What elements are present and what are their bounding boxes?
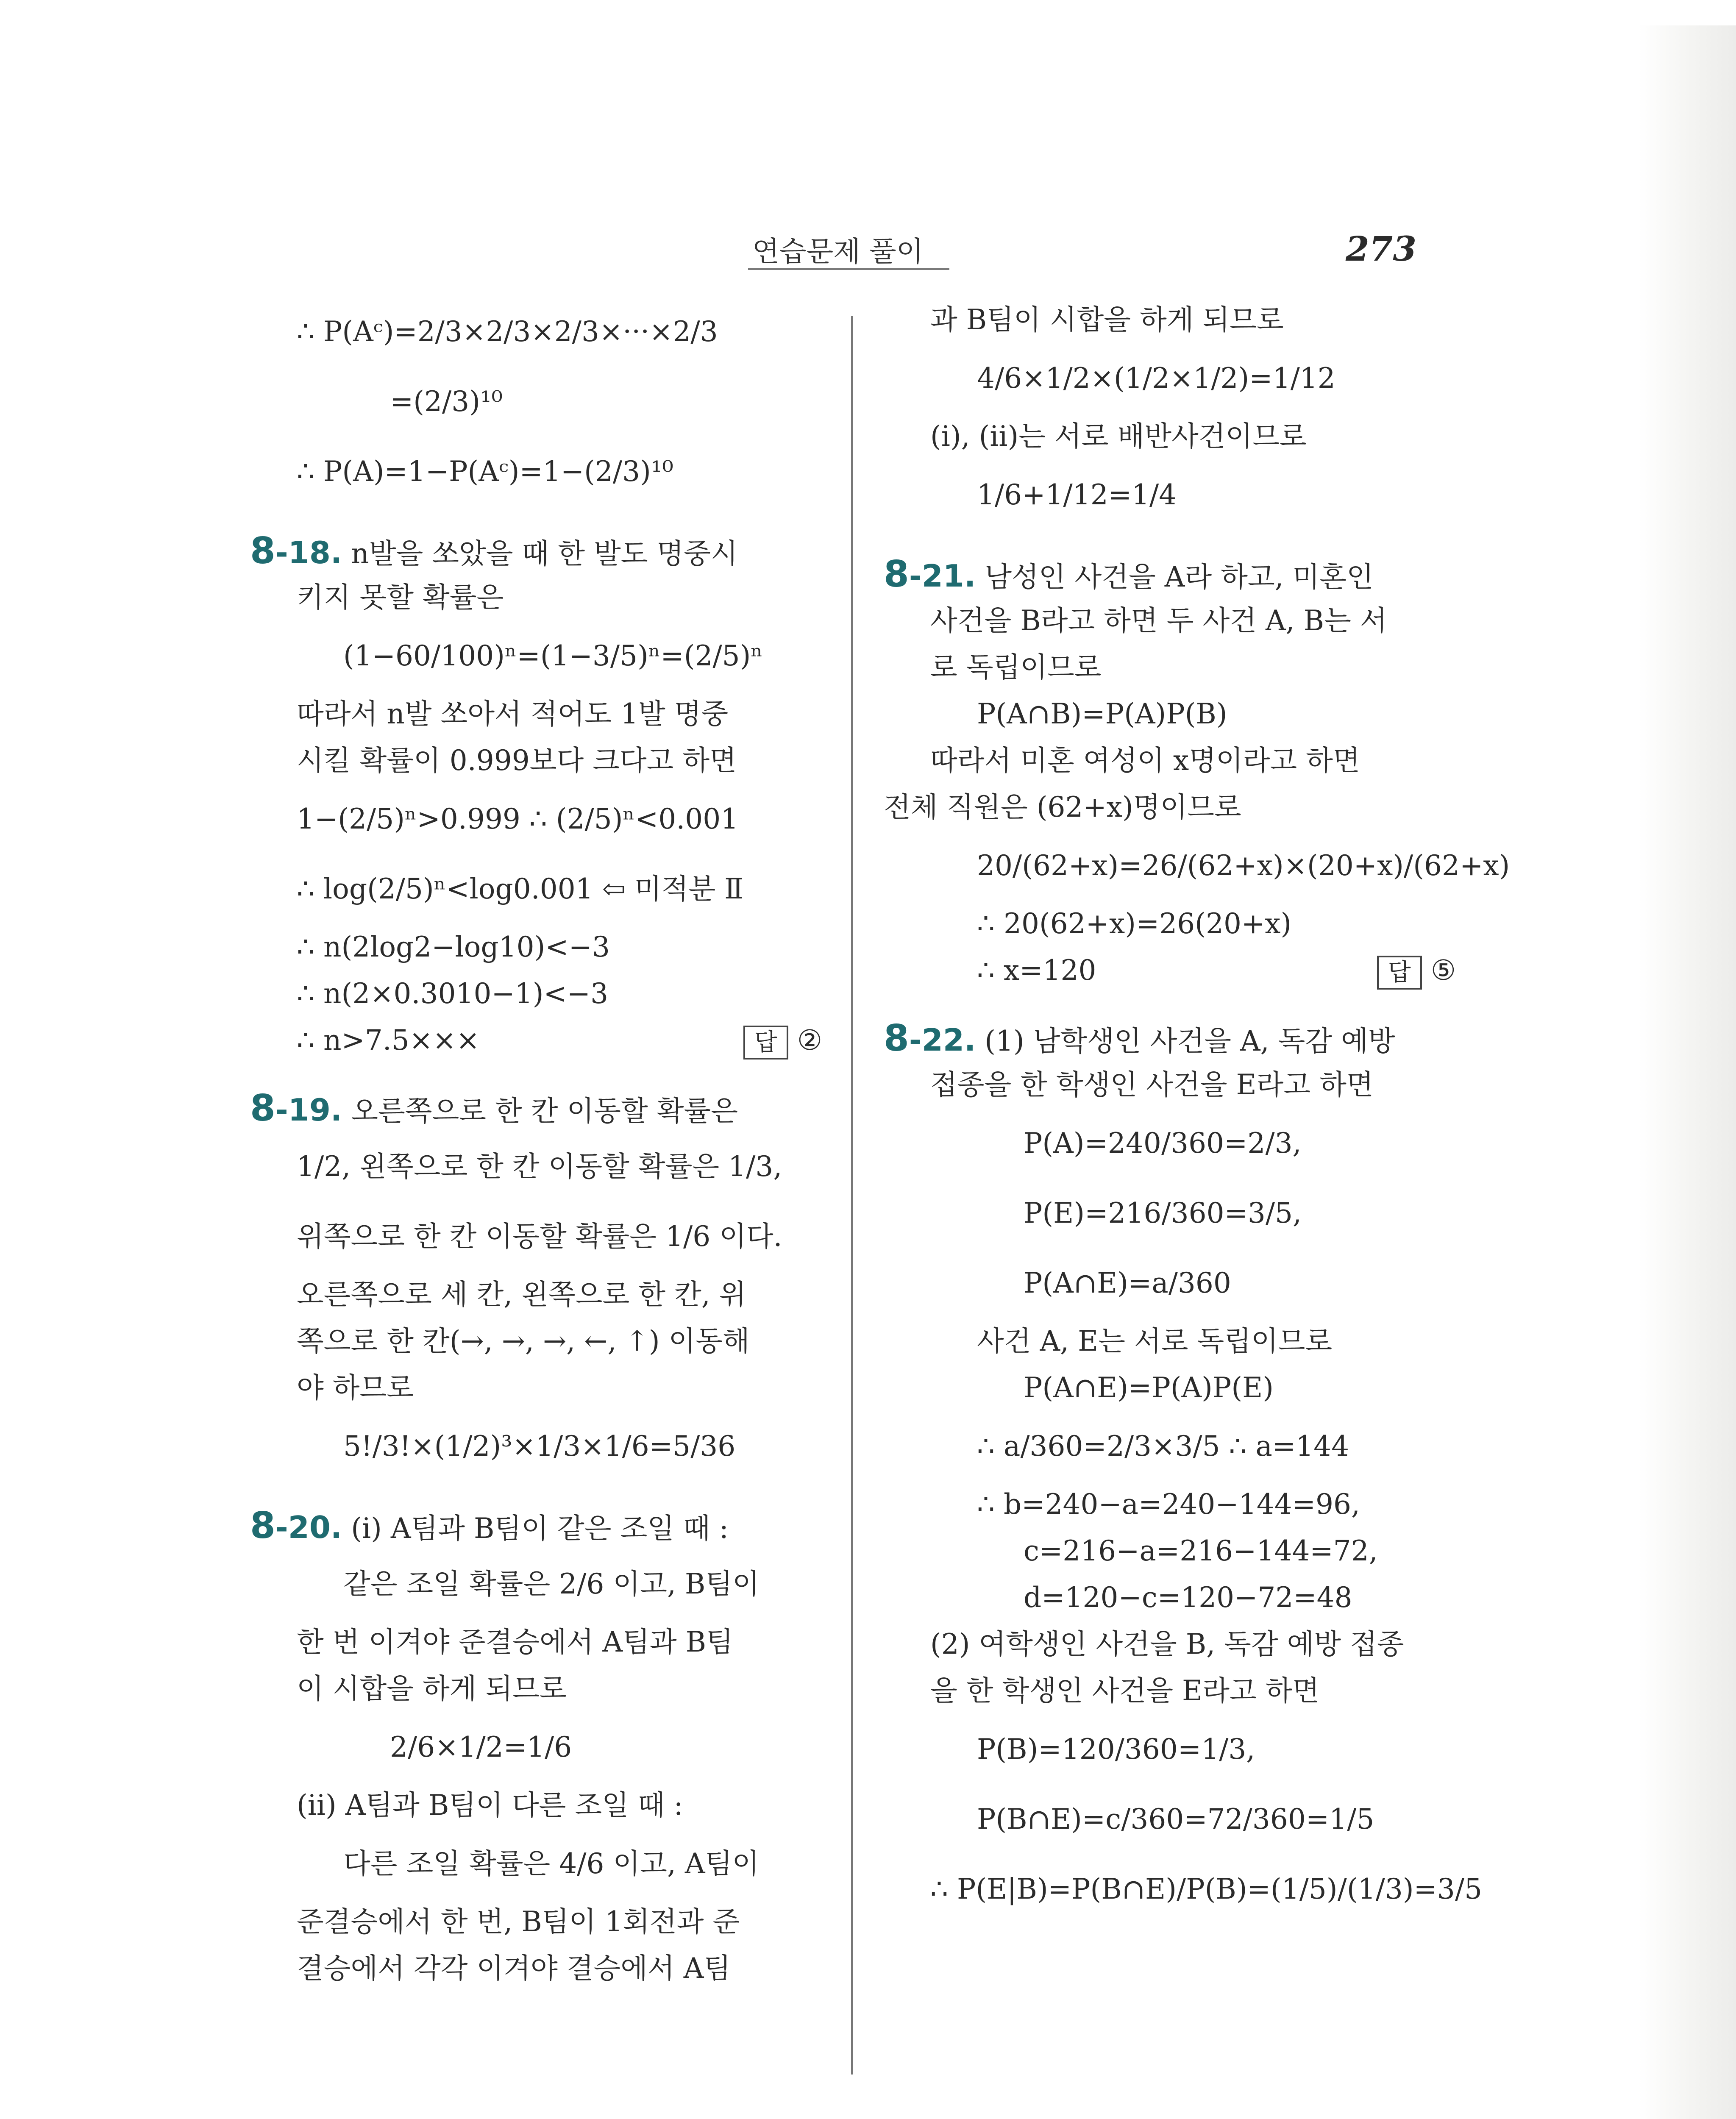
answer-mark <box>743 1017 822 1064</box>
solution-line <box>250 1549 843 1619</box>
line-text: (1) 남학생인 사건을 A, 독감 예방 <box>976 1025 1395 1057</box>
solution-line <box>884 691 1477 737</box>
solution-line <box>884 1411 1477 1481</box>
right-column <box>884 297 1510 1924</box>
problem-number-suffix: -22. <box>909 1022 976 1058</box>
solution-line <box>250 924 843 971</box>
line-text: 로 독립이므로 <box>930 651 1102 684</box>
solution-line <box>884 947 1477 994</box>
problem-number: 8 <box>884 553 909 595</box>
problem-heading <box>250 1502 843 1549</box>
line-text: d=120−c=120−72=48 <box>1024 1581 1352 1614</box>
solution-line <box>884 1318 1477 1365</box>
solution-line <box>250 737 843 784</box>
problem-number-suffix: -21. <box>909 558 976 594</box>
line-text: (i), (ii)는 서로 배반사건이므로 <box>930 420 1307 453</box>
page-header-title: 연습문제 풀이 <box>752 235 924 268</box>
solution-line <box>884 1108 1477 1178</box>
header-underline <box>748 268 949 270</box>
line-text: ∴ b=240−a=240−144=96, <box>977 1488 1360 1521</box>
line-text: ∴ n>7.5××× <box>297 1024 480 1057</box>
solution-line <box>250 1782 843 1829</box>
solution-line <box>250 971 843 1017</box>
line-text: 1/2, 왼쪽으로 한 칸 이동할 확률은 1/3, <box>297 1150 782 1183</box>
line-text: 다른 조일 확률은 4/6 이고, A팀이 <box>343 1847 760 1880</box>
solution-line <box>884 1528 1477 1574</box>
line-text: ∴ x=120 <box>977 954 1096 987</box>
answer-label-box: 답 <box>1377 956 1422 990</box>
line-text: 남성인 사건을 A라 하고, 미혼인 <box>976 561 1374 593</box>
solution-line <box>884 413 1477 460</box>
solution-line <box>250 784 843 854</box>
line-text: 과 B팀이 시합을 하게 되므로 <box>930 303 1284 336</box>
problem-heading <box>250 528 843 574</box>
line-text: 1−(2/5)ⁿ>0.999 ∴ (2/5)ⁿ<0.001 <box>297 803 739 835</box>
solution-line <box>884 1714 1477 1784</box>
solution-line <box>250 691 843 737</box>
solution-line <box>884 737 1477 784</box>
line-text: ∴ log(2/5)ⁿ<log0.001 ⇦ 미적분 Ⅱ <box>297 873 744 905</box>
solution-line <box>250 1017 843 1064</box>
line-text: ∴ P(Aᶜ)=2/3×2/3×2/3×···×2/3 <box>297 315 718 348</box>
line-text: 사건을 B라고 하면 두 사건 A, B는 서 <box>930 604 1387 637</box>
line-text: 을 한 학생인 사건을 E라고 하면 <box>930 1674 1320 1707</box>
solution-line <box>884 1784 1477 1854</box>
line-text: 야 하므로 <box>297 1371 414 1404</box>
line-text: 따라서 미혼 여성이 x명이라고 하면 <box>930 744 1360 777</box>
line-text: 1/6+1/12=1/4 <box>977 478 1177 511</box>
solution-line <box>884 1481 1477 1528</box>
solution-line <box>884 784 1477 831</box>
solution-line <box>250 367 843 437</box>
solution-line <box>884 343 1477 413</box>
line-text: 준결승에서 한 번, B팀이 1회전과 준 <box>297 1905 740 1938</box>
solution-line <box>250 1318 843 1365</box>
line-text: 따라서 n발 쏘아서 적어도 1발 명중 <box>297 698 729 730</box>
line-text: =(2/3)¹⁰ <box>390 385 503 418</box>
problem-heading <box>250 1085 843 1132</box>
line-text: P(E)=216/360=3/5, <box>1024 1197 1302 1229</box>
line-text: P(B)=120/360=1/3, <box>977 1733 1255 1766</box>
solution-line <box>884 644 1477 691</box>
page-number: 273 <box>1346 229 1416 269</box>
line-text: 20/(62+x)=26/(62+x)×(20+x)/(62+x) <box>977 849 1510 882</box>
page-edge-shadow <box>1639 25 1736 2119</box>
line-text: 같은 조일 확률은 2/6 이고, B팀이 <box>343 1568 760 1600</box>
solution-line <box>884 1062 1477 1108</box>
line-text: 결승에서 각각 이겨야 결승에서 A팀 <box>297 1952 731 1985</box>
solution-line <box>884 1668 1477 1714</box>
line-text: 전체 직원은 (62+x)명이므로 <box>884 791 1241 823</box>
line-text: ∴ n(2×0.3010−1)<−3 <box>297 977 609 1010</box>
line-text: 5!/3!×(1/2)³×1/3×1/6=5/36 <box>343 1430 736 1463</box>
problem-heading <box>884 1015 1477 1062</box>
solution-line <box>250 297 843 367</box>
line-text: (2) 여학생인 사건을 B, 독감 예방 접종 <box>930 1628 1404 1660</box>
problem-number: 8 <box>250 530 275 572</box>
solution-line <box>250 854 843 924</box>
solution-line <box>250 437 843 506</box>
line-text: 2/6×1/2=1/6 <box>390 1731 572 1763</box>
left-column <box>250 297 843 1992</box>
solution-line <box>250 1132 843 1201</box>
line-text: 키지 못할 확률은 <box>297 581 504 614</box>
answer-label-box: 답 <box>743 1026 788 1060</box>
line-text: 시킬 확률이 0.999보다 크다고 하면 <box>297 744 737 777</box>
line-text: 4/6×1/2×(1/2×1/2)=1/12 <box>977 362 1335 395</box>
line-text: 이 시합을 하게 되므로 <box>297 1672 567 1705</box>
answer-mark <box>1377 947 1456 994</box>
line-text: 접종을 한 학생인 사건을 E라고 하면 <box>930 1068 1374 1101</box>
problem-number: 8 <box>250 1087 275 1129</box>
line-text: P(A∩B)=P(A)P(B) <box>977 698 1227 730</box>
line-text: P(A)=240/360=2/3, <box>1024 1127 1302 1160</box>
solution-line <box>250 1411 843 1481</box>
column-divider <box>851 316 853 2075</box>
solution-line <box>884 1178 1477 1248</box>
solution-line <box>884 831 1510 901</box>
solution-line <box>250 1666 843 1712</box>
solution-line <box>250 1619 843 1666</box>
solution-line <box>884 297 1477 343</box>
solution-line <box>250 1712 843 1782</box>
solution-line <box>250 1829 843 1899</box>
solution-line <box>250 1945 843 1992</box>
line-text: ∴ P(A)=1−P(Aᶜ)=1−(2/3)¹⁰ <box>297 455 673 488</box>
line-text: ∴ P(E|B)=P(B∩E)/P(B)=(1/5)/(1/3)=3/5 <box>930 1873 1483 1905</box>
line-text: P(A∩E)=P(A)P(E) <box>1024 1371 1274 1404</box>
line-text: 사건 A, E는 서로 독립이므로 <box>977 1325 1333 1357</box>
line-text: 오른쪽으로 한 칸 이동할 확률은 <box>342 1095 738 1127</box>
problem-heading <box>884 551 1477 598</box>
problem-number-suffix: -18. <box>275 535 342 570</box>
solution-line <box>250 574 843 621</box>
line-text: n발을 쏘았을 때 한 발도 명중시 <box>342 537 738 570</box>
solution-line <box>250 1201 843 1271</box>
line-text: (1−60/100)ⁿ=(1−3/5)ⁿ=(2/5)ⁿ <box>343 640 763 672</box>
answer-value: ② <box>788 1024 822 1057</box>
solution-line <box>884 1574 1477 1621</box>
solution-line <box>250 1365 843 1411</box>
line-text: c=216−a=216−144=72, <box>1024 1535 1378 1567</box>
line-text: ∴ n(2log2−log10)<−3 <box>297 931 610 963</box>
problem-number-suffix: -20. <box>275 1510 342 1545</box>
line-text: (ii) A팀과 B팀이 다른 조일 때 : <box>297 1789 683 1821</box>
line-text: 오른쪽으로 세 칸, 왼쪽으로 한 칸, 위 <box>297 1278 746 1311</box>
line-text: ∴ a/360=2/3×3/5 ∴ a=144 <box>977 1430 1349 1463</box>
line-text: P(B∩E)=c/360=72/360=1/5 <box>977 1803 1374 1835</box>
line-text: 쪽으로 한 칸(→, →, →, ←, ↑) 이동해 <box>297 1325 750 1357</box>
solution-line <box>884 901 1477 947</box>
solution-line <box>884 1248 1477 1318</box>
line-text: 위쪽으로 한 칸 이동할 확률은 1/6 이다. <box>297 1220 782 1253</box>
solution-line <box>250 1899 843 1945</box>
solution-line <box>884 460 1477 530</box>
line-text: 한 번 이겨야 준결승에서 A팀과 B팀 <box>297 1626 733 1658</box>
solution-line <box>884 1365 1477 1411</box>
line-text: ∴ 20(62+x)=26(20+x) <box>977 907 1292 940</box>
problem-number-suffix: -19. <box>275 1092 342 1128</box>
solution-line <box>884 1854 1483 1924</box>
problem-number: 8 <box>884 1017 909 1060</box>
solution-line <box>250 621 843 691</box>
line-text: (i) A팀과 B팀이 같은 조일 때 : <box>342 1512 729 1545</box>
solution-line <box>884 598 1477 644</box>
solution-line <box>250 1271 843 1318</box>
line-text: P(A∩E)=a/360 <box>1024 1267 1231 1299</box>
solution-line <box>884 1621 1477 1668</box>
problem-number: 8 <box>250 1504 275 1547</box>
answer-value: ⑤ <box>1422 954 1456 987</box>
